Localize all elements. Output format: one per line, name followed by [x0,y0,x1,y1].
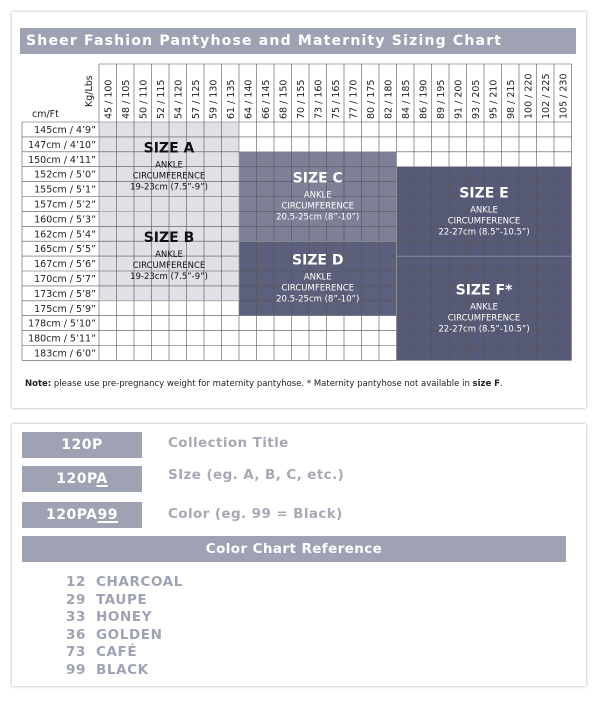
height-label: 157cm / 5’2” [34,199,96,211]
height-label: 180cm / 5’11” [28,333,96,345]
size-range: 20.5-25cm (8”-10”) [276,294,360,305]
height-label: 147cm / 4’10” [28,139,96,151]
height-label: 152cm / 5’0” [34,169,96,181]
weight-label: 75 / 165 [330,79,342,119]
height-label: 178cm / 5’10” [28,318,96,330]
weight-label: 70 / 155 [295,79,307,119]
weight-label: 64 / 140 [243,79,255,119]
color-code: 33 [66,609,86,625]
weight-label: 61 / 135 [225,79,237,119]
note-emphasis: size F [472,379,500,389]
weight-label: 54 / 120 [173,79,185,119]
size-ankle-label: ANKLE [470,302,498,313]
color-code: 99 [66,661,86,678]
weight-label: 82 / 180 [383,79,395,119]
height-axis-label: cm/Ft [32,109,59,120]
note-text: please use pre-pregnancy weight for maternity pantyhose. * Maternity pantyhose not available in [51,379,473,389]
weight-label: 86 / 190 [418,79,430,119]
weight-label: 93 / 205 [470,79,482,119]
height-label: 160cm / 5’3” [34,214,96,226]
size-ankle-label: ANKLE [470,205,498,216]
size-circumference-label: CIRCUMFERENCE [132,261,206,272]
weight-label: 45 / 100 [103,79,115,119]
size-name: SIZE D [291,252,344,269]
size-name: SIZE B [143,230,195,247]
weight-axis-label: Kg/Lbs [84,75,95,107]
weight-label: 59 / 130 [208,79,220,119]
height-label: 170cm / 5’7” [34,273,96,285]
sizing-chart-panel [12,12,586,408]
height-label: 150cm / 4’11” [28,154,96,166]
note-end: . [499,379,503,389]
color-item [66,644,183,662]
height-label: 167cm / 5’6” [34,259,96,271]
weight-label: 50 / 110 [138,79,150,119]
height-label: 165cm / 5’5” [34,244,96,256]
size-range: 19-23cm (7.5”-9”) [130,272,208,283]
code-color-description: Color (eg. 99 = Black) [168,506,343,522]
color-code: 12 [66,574,86,590]
size-circumference-label: CIRCUMFERENCE [281,201,355,212]
color-name: BLACK [96,661,149,678]
size-circumference-label: CIRCUMFERENCE [281,283,355,294]
size-circumference-label: CIRCUMFERENCE [447,216,521,227]
weight-label: 102 / 225 [540,73,552,119]
code-color-underlined: 99 [97,507,119,523]
weight-label: 73 / 160 [313,79,325,119]
code-reference-panel [12,424,586,686]
color-name: HONEY [96,609,153,625]
size-name: SIZE C [292,170,343,187]
size-circumference-label: CIRCUMFERENCE [447,313,521,324]
color-code: 36 [66,626,86,643]
color-code: 73 [66,644,86,660]
size-name: SIZE F* [455,282,513,299]
height-label: 155cm / 5’1” [34,184,96,196]
size-name: SIZE A [143,140,195,157]
weight-label: 57 / 125 [190,79,202,119]
weight-label: 66 / 145 [260,79,272,119]
size-range: 20.5-25cm (8”-10”) [276,212,360,223]
code-color-prefix: 120PA [45,507,98,523]
color-item [66,627,183,645]
color-name: CHARCOAL [96,574,183,590]
note-label: Note: [25,379,52,389]
weight-label: 68 / 150 [278,79,290,119]
code-size-prefix: 120P [56,471,97,487]
code-collection [22,432,142,458]
weight-label: 95 / 210 [488,79,500,119]
color-list [66,574,183,679]
weight-label: 52 / 115 [155,79,167,119]
code-collection-description: Collection Title [168,435,289,451]
height-label: 162cm / 5’4” [34,229,96,241]
size-ankle-label: ANKLE [155,160,183,171]
height-label: 145cm / 4’9” [34,124,96,136]
color-item [66,592,183,610]
size-ankle-label: ANKLE [303,190,332,201]
weight-label: 91 / 200 [453,79,465,119]
weight-label: 48 / 105 [120,79,132,119]
color-item [66,574,183,592]
code-size-description: SIze (eg. A, B, C, etc.) [168,467,345,483]
code-size-underlined: A [96,471,108,487]
size-name: SIZE E [459,185,509,202]
color-chart-title: Color Chart Reference [22,536,566,562]
color-code: 29 [66,591,86,608]
height-label: 175cm / 5’9” [34,303,96,315]
weight-label: 89 / 195 [435,79,447,119]
chart-note [25,379,503,389]
weight-label: 98 / 215 [505,79,517,119]
color-name: TAUPE [96,591,148,608]
color-item [66,662,183,680]
weight-label: 100 / 220 [523,73,535,119]
height-label: 173cm / 5’8” [34,288,96,300]
code-collection-prefix: 120P [61,437,103,453]
color-name: CAFÉ [96,644,138,660]
chart-title: Sheer Fashion Pantyhose and Maternity Sizing Chart [20,28,576,54]
color-name: GOLDEN [96,626,163,643]
size-ankle-label: ANKLE [303,272,332,283]
weight-label: 84 / 185 [400,79,412,119]
size-ankle-label: ANKLE [155,250,183,261]
weight-label: 80 / 175 [365,79,377,119]
weight-label: 105 / 230 [558,73,570,119]
sizing-grid [12,12,586,408]
height-label: 183cm / 6’0” [34,348,96,360]
code-size [22,466,142,492]
code-color [22,502,142,528]
weight-label: 77 / 170 [348,79,360,119]
size-range: 19-23cm (7.5”-9”) [130,182,208,193]
size-circumference-label: CIRCUMFERENCE [132,171,206,182]
color-item [66,609,183,627]
size-range: 22-27cm (8.5”-10.5”) [438,324,530,335]
size-range: 22-27cm (8.5”-10.5”) [438,227,530,238]
